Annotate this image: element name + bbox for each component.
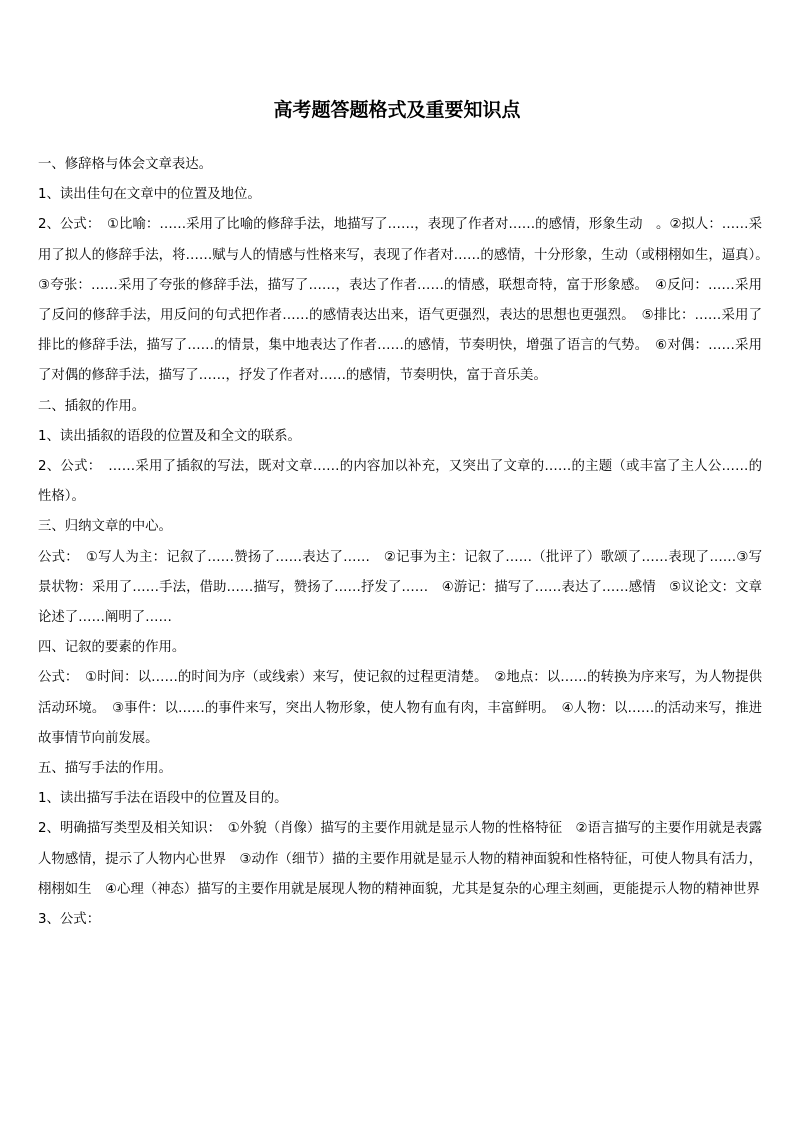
section-heading-description: 五、描写手法的作用。 (38, 761, 172, 777)
paragraph-description-formula: 3、公式： (38, 912, 101, 928)
section-heading-flashback: 二、插叙的作用。 (38, 398, 146, 414)
paragraph-narrative-elements-formula: 公式： ①时间：以……的时间为序（或线索）来写，使记叙的过程更清楚。 ②地点：以……的转换为序来写，为人物提供活动环境。 ③事件：以……的事件来写，突出人物形象，使人物有血有肉，丰富鲜明。 ④人物：以……的活动来写，推进故事情节向前发展。 (38, 670, 762, 746)
section-heading-rhetoric: 一、修辞格与体会文章表达。 (38, 157, 213, 172)
document-title: 高考题答题格式及重要知识点 (273, 99, 521, 121)
paragraph-flashback-formula: 2、公式： ……采用了插叙的写法，既对文章……的内容加以补充，又突出了文章的……的主题（或丰富了主人公……的性格）。 (38, 459, 762, 505)
paragraph-description-step-2: 2、明确描写类型及相关知识： ①外貌（肖像）描写的主要作用就是显示人物的性格特征 ②语言描写的主要作用就是表露人物感情，提示了人物内心世界 ③动作（细节）描的主要作用就是显示人物的精神面貌和性格特征，可使人物具有活力，栩栩如生 ④心理（神态）描写的主要作用就是展现人物的精神面貌，尤其是复杂的心理主刻画，更能提示人物的精神世界 (38, 821, 762, 897)
paragraph-rhetoric-formula: 2、公式： ①比喻：……采用了比喻的修辞手法，地描写了……，表现了作者对……的感情，形象生动 。②拟人：……采用了拟人的修辞手法，将……赋与人的情感与性格来写，表现了作者对……的感情，十分形象，生动（或栩栩如生，逼真）。 ③夸张：……采用了夸张的修辞手法，描写了……，表达了作者……的情感，联想奇特，富于形象感。 ④反问：……采用了反问的修辞手法，用反问的句式把作者……的感情表达出来，语气更强烈，表达的思想也更强烈。 ⑤排比：……采用了排比的修辞手法，描写了……的情景，集中地表达了作者……的感情，节奏明快，增强了语言的气势。 ⑥对偶：……采用了对偶的修辞手法，描写了……，抒发了作者对……的感情，节奏明快，富于音乐美。 (38, 217, 776, 384)
section-heading-central-idea: 三、归纳文章的中心。 (38, 519, 172, 535)
document-body (38, 150, 776, 935)
section-heading-narrative-elements: 四、记叙的要素的作用。 (38, 640, 186, 656)
paragraph-rhetoric-step-1: 1、读出佳句在文章中的位置及地位。 (38, 187, 261, 203)
paragraph-central-idea-formula: 公式： ①写人为主：记叙了……赞扬了……表达了…… ②记事为主：记叙了……（批评了）歌颂了……表现了……③写景状物：采用了……手法，借助……描写，赞扬了……抒发了…… ④游记：描写了……表达了……感情 ⑤议论文：文章论述了……阐明了…… (38, 549, 762, 626)
paragraph-flashback-step-1: 1、读出插叙的语段的位置及和全文的联系。 (38, 428, 301, 444)
paragraph-description-step-1: 1、读出描写手法在语段中的位置及目的。 (38, 791, 288, 807)
